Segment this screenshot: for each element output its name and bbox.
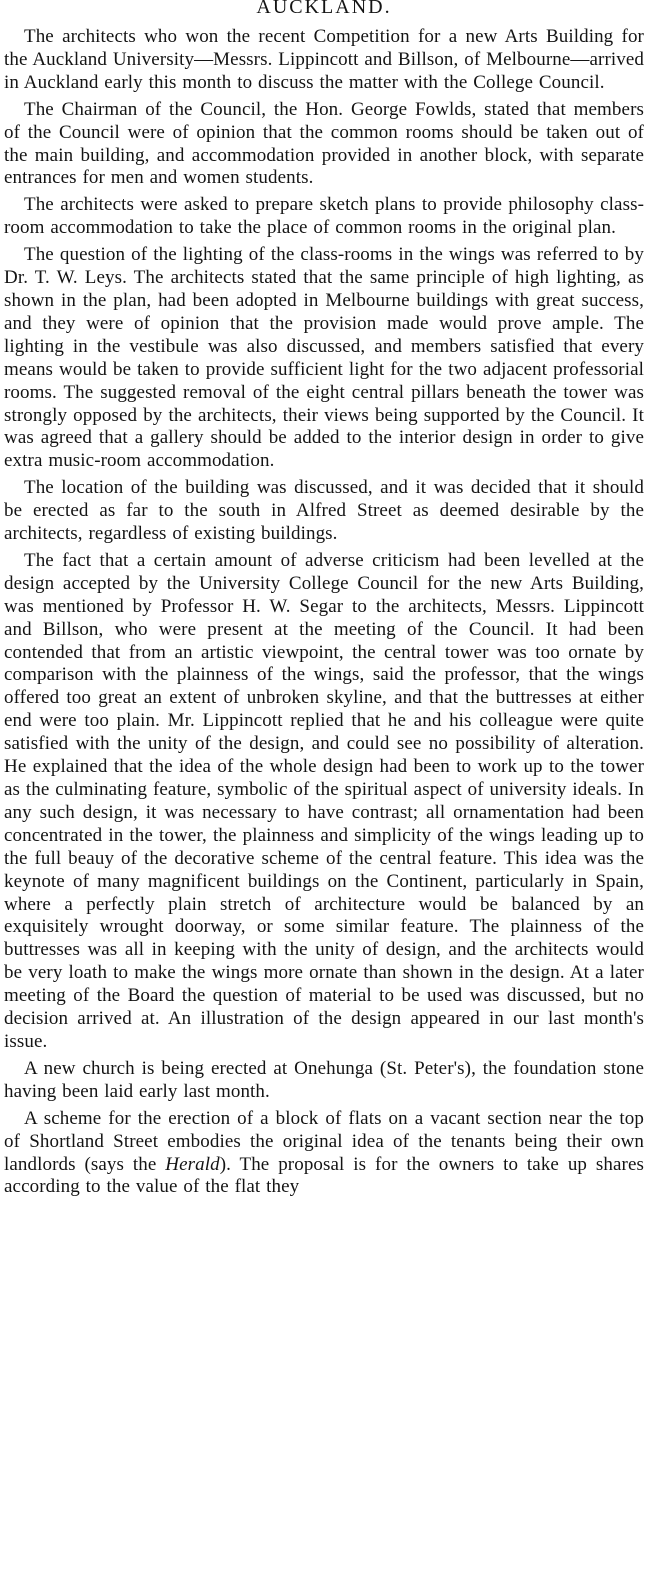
paragraph-onehunga-church: A new church is being erected at Onehunga (St. Peter's), the foundation stone having been laid early last month. xyxy=(4,1057,644,1102)
flats-text-start: A scheme for the erection of a block of flats on a vacant section near the top of Shortland Street embodies the original idea of the tenants being their own landlords (says the xyxy=(4,1107,644,1175)
paragraph-lighting-question: The question of the lighting of the class-rooms in the wings was referred to by Dr. T. W. Leys. The architects stated that the same principle of high lighting, as shown in the plan, had been adopted in Melbourne buildings with great success, and they were of opinion that the provision made would prove ample. The lighting in the vestibule was also discussed, and members satisfied that every means would be taken to provide sufficient light for the two adjacent professorial rooms. The suggested removal of the eight central pillars beneath the tower was strongly opposed by the architects, their views being supported by the Council. It was agreed that a gallery should be added to the interior design in order to give extra music-room accommodation. xyxy=(4,244,644,472)
section-heading: AUCKLAND. xyxy=(256,0,392,18)
paragraph-design-criticism: The fact that a certain amount of adverse criticism had been levelled at the design accepted by the University College Council for the new Arts Building, was mentioned by Professor H. W. Segar to the architects, Messrs. Lippincott and Billson, who were present at the meeting of the Council. It had been contended that from an artistic viewpoint, the central tower was too ornate by comparison with the plainness of the wings, said the professor, that the wings offered too great an extent of unbroken skyline, and that the buttresses at either end were too plain. Mr. Lippincott replied that he and his colleague were quite satisfied with the unity of the design, and could see no possibility of alteration. He explained that the idea of the whole design had been to work up to the tower as the culminating feature, symbolic of the spiritual aspect of university ideals. In any such design, it was necessary to have contrast; all ornamentation had been concentrated in the tower, the plainness and simplicity of the wings leading up to the full beauy of the decorative scheme of the central feature. This idea was the keynote of many magnificent buildings on the Continent, particularly in Spain, where a perfectly plain stretch of architecture would be balanced by an exquisitely wrought doorway, or some similar feature. The plainness of the buttresses was all in keeping with the unity of design, and the architects would be very loath to make the wings more ornate than shown in the design. At a later meeting of the Board the question of material to be used was discussed, but no decision arrived at. An illustration of the design appeared in our last month's issue. xyxy=(4,549,644,1052)
herald-italic: Herald xyxy=(165,1153,220,1175)
paragraph-chairman-statement: The Chairman of the Council, the Hon. George Fowlds, stated that members of the Council were of opinion that the common rooms should be taken out of the main building, and accommodation provided in another block, with separate entrances for men and women students. xyxy=(4,98,644,189)
paragraph-building-location: The location of the building was discussed, and it was decided that it should be erected as far to the south in Alfred Street as deemed desirable by the architects, regardless of existing buildings. xyxy=(4,477,644,545)
paragraph-architects-arrival: The architects who won the recent Competition for a new Arts Building for the Auckland University—Messrs. Lippincott and Billson, of Melbourne—arrived in Auckland early this month to discuss the matter with the College Council. xyxy=(4,26,644,93)
flats-text-end: ). The proposal is for the owners to take up shares according to the value of the flat they xyxy=(4,1153,644,1198)
paragraph-sketch-plans: The architects were asked to prepare sketch plans to provide philosophy class-room accommodation to take the place of common rooms in the original plan. xyxy=(4,194,644,239)
paragraph-shortland-flats xyxy=(4,1108,644,1200)
